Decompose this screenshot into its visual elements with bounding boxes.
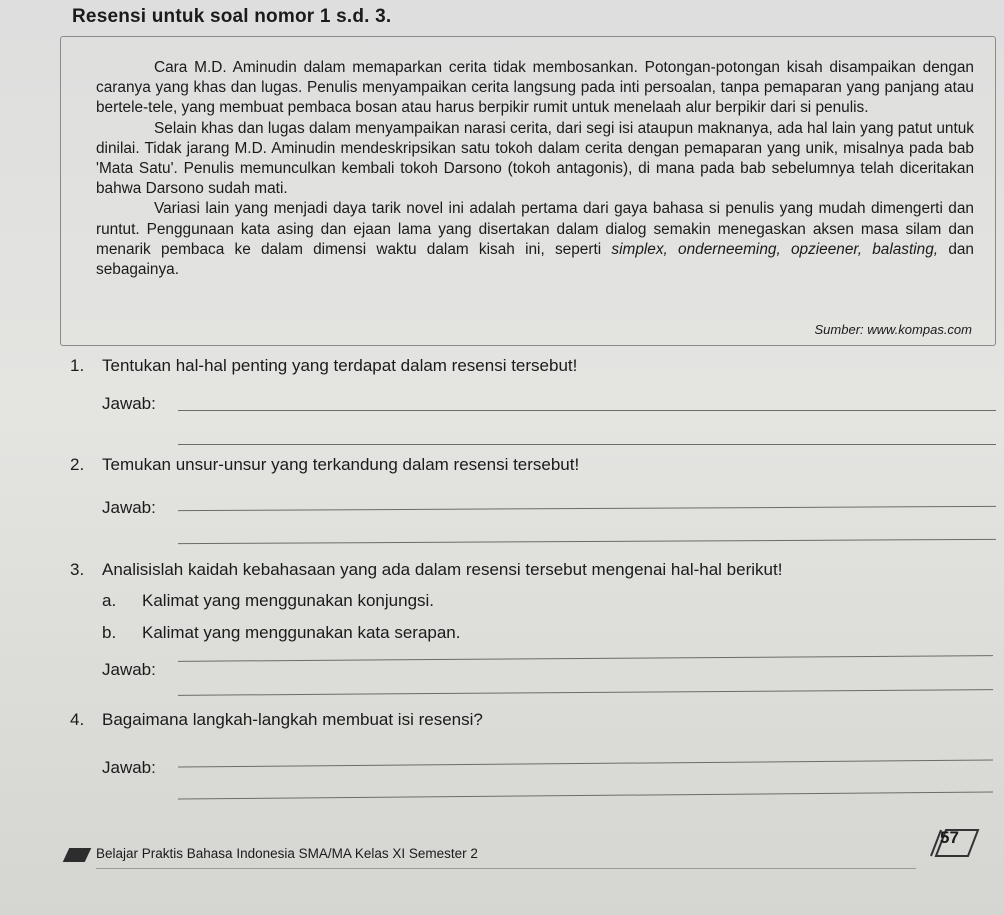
answer-line[interactable] <box>178 410 996 411</box>
answer-label-2: Jawab: <box>102 498 156 517</box>
question-4: 4. Bagaimana langkah-langkah membuat isi resensi? <box>70 710 483 729</box>
section-heading: Resensi untuk soal nomor 1 s.d. 3. <box>72 6 392 27</box>
answer-label-3: Jawab: <box>102 660 156 679</box>
answer-line[interactable] <box>178 791 993 799</box>
answer-line[interactable] <box>178 655 993 662</box>
book-title: Belajar Praktis Bahasa Indonesia SMA/MA Kelas XI Semester 2 <box>96 846 478 861</box>
review-paragraph-2: Selain khas dan lugas dalam menyampaikan narasi cerita, dari segi isi ataupun maknanya, ada hal lain yang patut untuk dinilai. Tidak jarang M.D. Aminudin mendeskripsikan satu tokoh dalam cerita dengan pemaparan yang unik, misalnya pada bab 'Mata Satu'. Penulis memunculkan kembali tokoh Darsono (tokoh antagonis), di mana pada bab sebelumnya telah diceritakan bahwa Darsono sudah mati. <box>96 119 974 198</box>
footer-marker-icon <box>63 848 92 862</box>
answer-line[interactable] <box>178 759 993 767</box>
answer-line[interactable] <box>178 506 996 511</box>
question-1: 1. Tentukan hal-hal penting yang terdapat dalam resensi tersebut! <box>70 356 578 375</box>
question-3b: b. Kalimat yang menggunakan kata serapan. <box>102 623 461 642</box>
page-number: 57 <box>940 828 959 847</box>
review-paragraph-3: Variasi lain yang menjadi daya tarik novel ini adalah pertama dari gaya bahasa si penulis yang mudah dimengerti dan runtut. Penggunaan kata asing dan ejaan lama yang disertakan dalam dialog semakin menegaskan aksen masa silam dan menarik pembaca ke dalam dimensi waktu dalam kisah ini, seperti simplex, onderneeming, opzieener, balasting, dan sebagainya. <box>96 200 974 279</box>
answer-line[interactable] <box>178 689 993 696</box>
answer-line[interactable] <box>178 444 996 445</box>
foreign-words: simplex, onderneeming, opzieener, balasting, <box>611 240 939 258</box>
question-2: 2. Temukan unsur-unsur yang terkandung dalam resensi tersebut! <box>70 455 580 474</box>
page-footer <box>0 826 1004 886</box>
footer-divider <box>96 868 916 869</box>
review-text <box>96 58 974 280</box>
question-3: 3. Analisislah kaidah kebahasaan yang ada dalam resensi tersebut mengenai hal-hal berikut! <box>70 560 783 579</box>
source-citation: Sumber: www.kompas.com <box>814 322 972 337</box>
answer-label-4: Jawab: <box>102 758 156 777</box>
answer-line[interactable] <box>178 539 996 544</box>
question-3a: a. Kalimat yang menggunakan konjungsi. <box>102 591 435 610</box>
review-paragraph-1: Cara M.D. Aminudin dalam memaparkan cerita tidak membosankan. Potongan-potongan kisah disampaikan dengan caranya yang khas dan lugas. Penulis menyampaikan cerita langsung pada inti persoalan, tanpa pemaparan yang panjang atau bertele-tele, yang membuat pembaca bosan atau harus berpikir rumit untuk menelaah alur berpikir dari si penulis. <box>96 59 974 117</box>
answer-label-1: Jawab: <box>102 394 156 413</box>
